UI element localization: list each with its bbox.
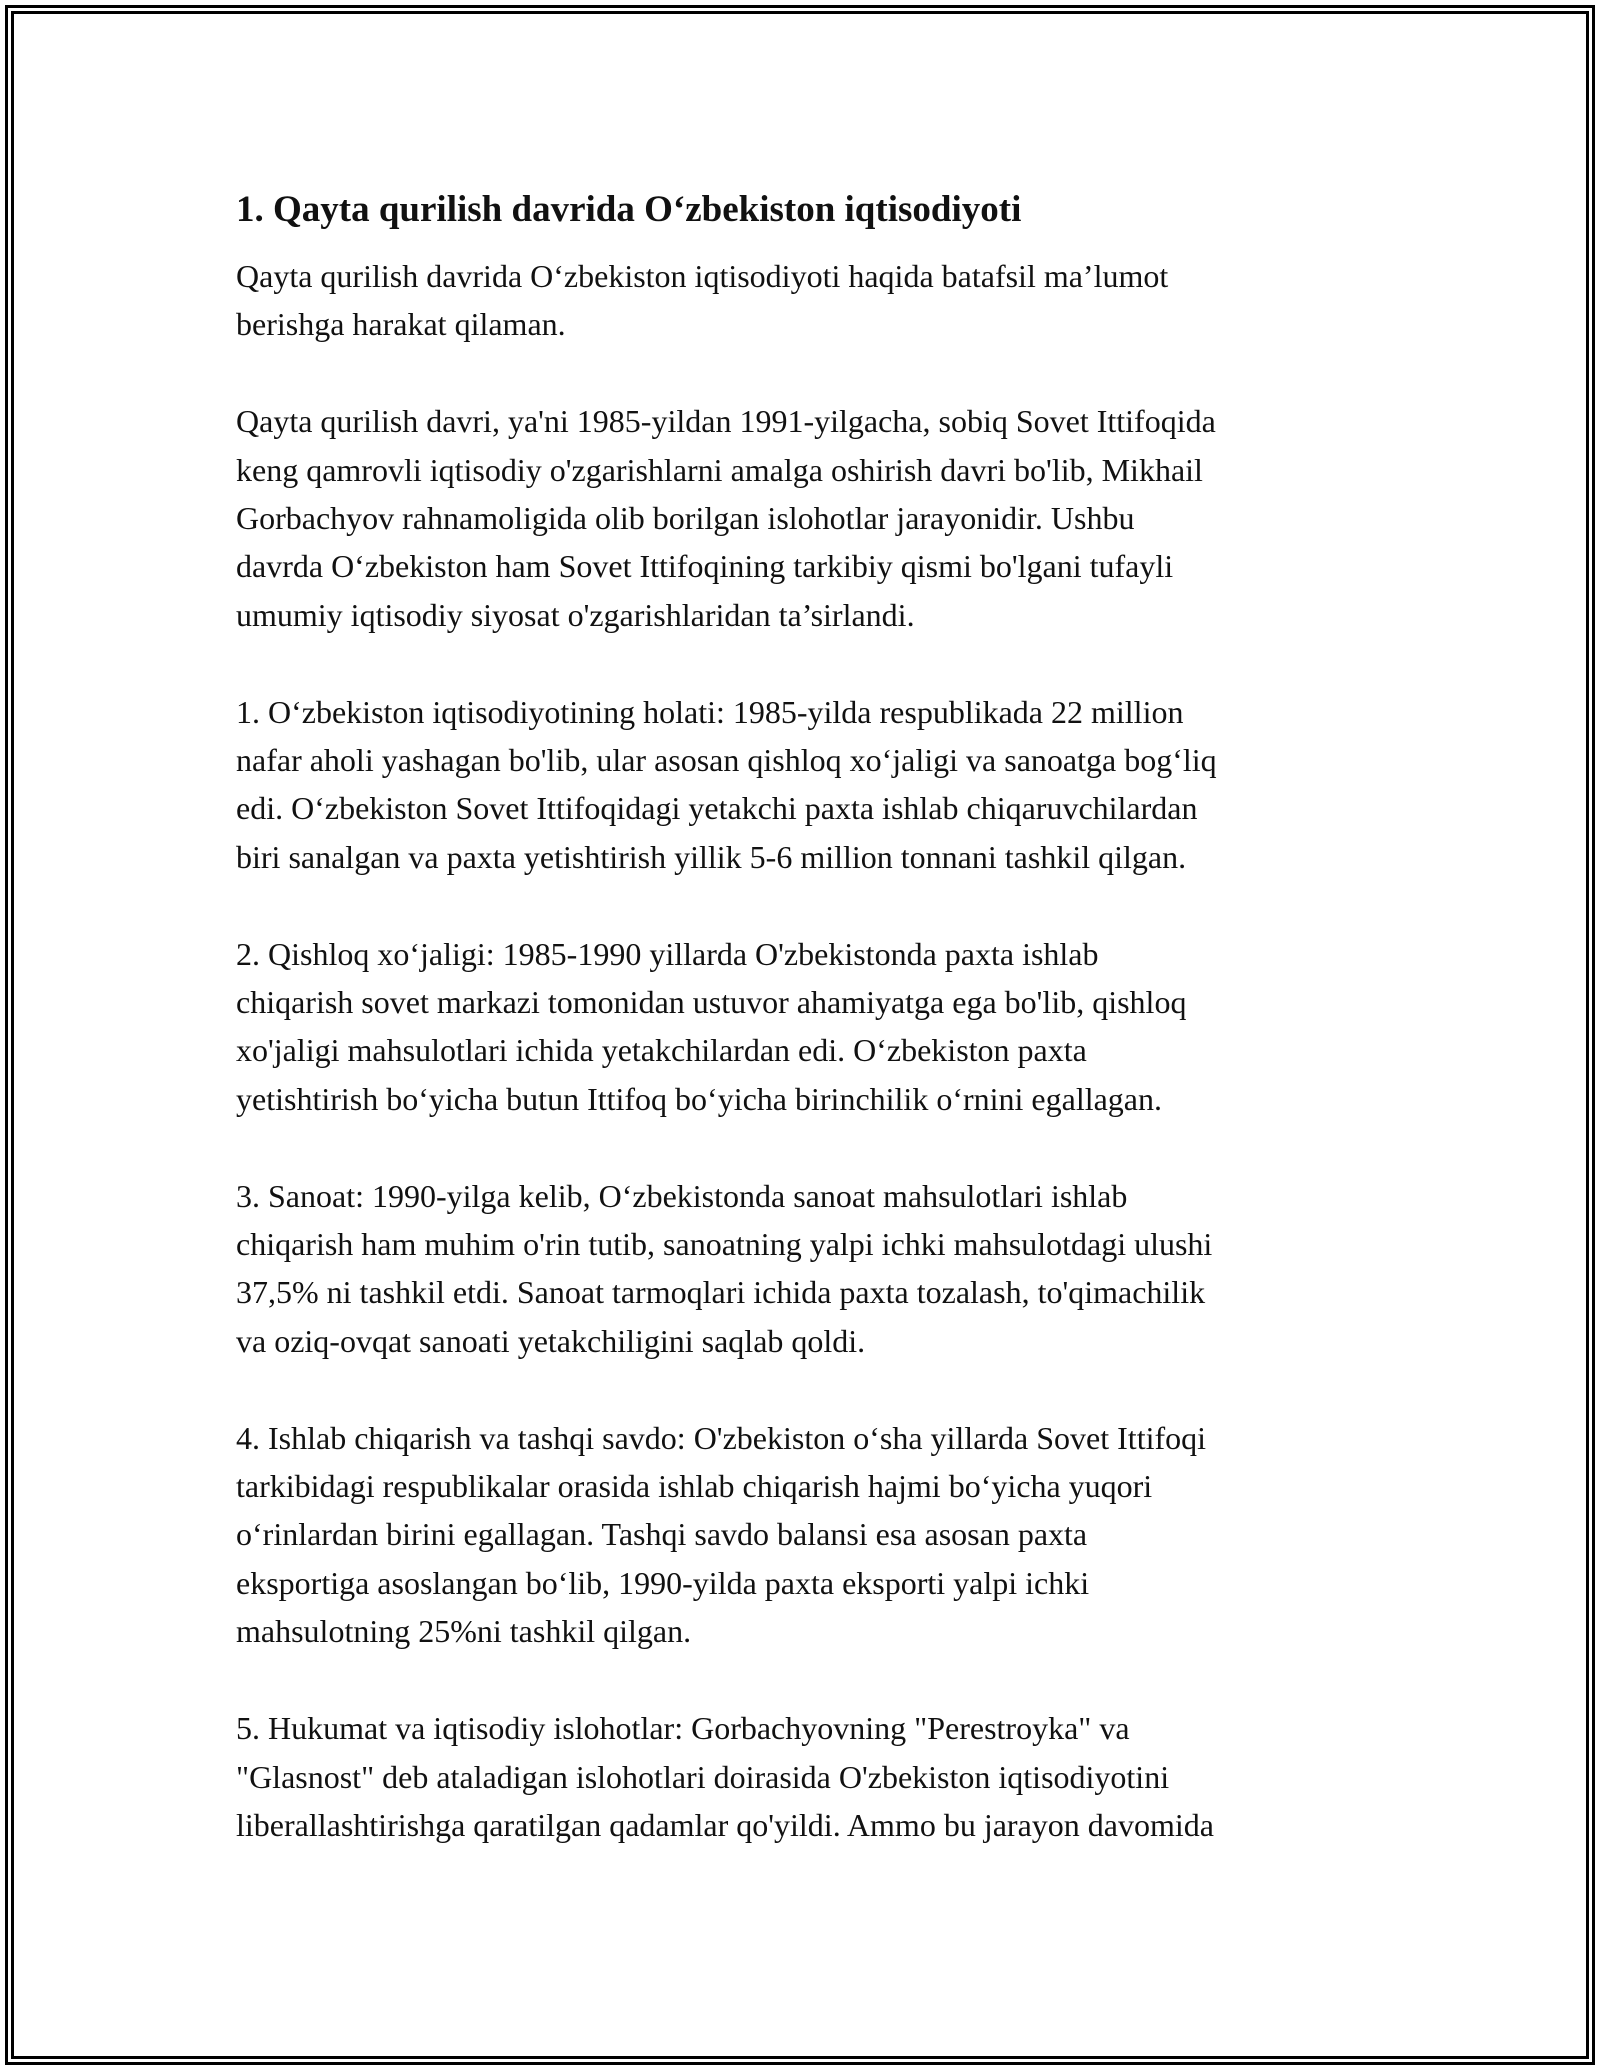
- text-line: 1. O‘zbekiston iqtisodiyotining holati: 1985-yilda respublikada 22 million: [236, 693, 1184, 730]
- text-line: o‘rinlardan birini egallagan. Tashqi savdo balansi esa asosan paxta: [236, 1516, 1088, 1553]
- text-line: "Glasnost" deb ataladigan islohotlari doirasida O'zbekiston iqtisodiyotini: [236, 1758, 1170, 1795]
- text-line: eksportiga asoslangan bo‘lib, 1990-yilda paxta eksporti yalpi ichki: [236, 1564, 1090, 1601]
- document-title: 1. Qayta qurilish davrida O‘zbekiston iqtisodiyoti: [236, 189, 1022, 230]
- text-line: va oziq-ovqat sanoati yetakchiligini saqlab qoldi.: [236, 1322, 866, 1359]
- text-line: 5. Hukumat va iqtisodiy islohotlar: Gorbachyovning "Perestroyka" va: [236, 1710, 1130, 1747]
- text-line: mahsulotning 25%ni tashkil qilgan.: [236, 1613, 692, 1650]
- text-line: 4. Ishlab chiqarish va tashqi savdo: O'zbekiston o‘sha yillarda Sovet Ittifoqi: [236, 1419, 1207, 1456]
- text-line: xo'jaligi mahsulotlari ichida yetakchilardan edi. O‘zbekiston paxta: [236, 1032, 1087, 1069]
- text-line: Qayta qurilish davrida O‘zbekiston iqtisodiyoti haqida batafsil ma’lumot: [236, 258, 1169, 294]
- text-line: nafar aholi yashagan bo'lib, ular asosan qishloq xo‘jaligi va sanoatga bog‘liq: [236, 742, 1217, 779]
- text-line: keng qamrovli iqtisodiy o'zgarishlarni amalga oshirish davri bo'lib, Mikhail: [236, 451, 1203, 488]
- paragraph-intro: [236, 252, 1366, 349]
- text-line: liberallashtirishga qaratilgan qadamlar qo'yildi. Ammo bu jarayon davomida: [236, 1806, 1214, 1843]
- text-line: 37,5% ni tashkil etdi. Sanoat tarmoqlari ichida paxta tozalash, to'qimachilik: [236, 1274, 1206, 1311]
- text-line: Gorbachyov rahnamoligida olib borilgan islohotlar jarayonidir. Ushbu: [236, 500, 1135, 537]
- paragraph-overview: [236, 397, 1366, 639]
- text-line: edi. O‘zbekiston Sovet Ittifoqidagi yetakchi paxta ishlab chiqaruvchilardan: [236, 790, 1198, 827]
- text-line: yetishtirish bo‘yicha butun Ittifoq bo‘yicha birinchilik o‘rnini egallagan.: [236, 1080, 1162, 1117]
- text-line: umumiy iqtisodiy siyosat o'zgarishlaridan ta’sirlandi.: [236, 596, 915, 633]
- text-line: biri sanalgan va paxta yetishtirish yillik 5-6 million tonnani tashkil qilgan.: [236, 838, 1187, 875]
- paragraph-item-3: [236, 1172, 1366, 1366]
- paragraph-item-4: [236, 1414, 1366, 1656]
- text-line: berishga harakat qilaman.: [236, 306, 566, 343]
- text-line: davrda O‘zbekiston ham Sovet Ittifoqining tarkibiy qismi bo'lgani tufayli: [236, 548, 1174, 585]
- paragraph-item-2: [236, 930, 1366, 1124]
- paragraph-item-1: [236, 688, 1366, 882]
- text-line: chiqarish sovet markazi tomonidan ustuvor ahamiyatga ega bo'lib, qishloq: [236, 984, 1187, 1021]
- text-line: 2. Qishloq xo‘jaligi: 1985-1990 yillarda O'zbekistonda paxta ishlab: [236, 935, 1099, 972]
- text-line: chiqarish ham muhim o'rin tutib, sanoatning yalpi ichki mahsulotdagi ulushi: [236, 1226, 1213, 1263]
- text-line: tarkibidagi respublikalar orasida ishlab chiqarish hajmi bo‘yicha yuqori: [236, 1468, 1153, 1505]
- text-line: 3. Sanoat: 1990-yilga kelib, O‘zbekistonda sanoat mahsulotlari ishlab: [236, 1177, 1128, 1214]
- text-line: Qayta qurilish davri, ya'ni 1985-yildan 1991-yilgacha, sobiq Sovet Ittifoqida: [236, 403, 1216, 440]
- document-body: [236, 186, 1366, 1898]
- paragraph-item-5: [236, 1704, 1366, 1849]
